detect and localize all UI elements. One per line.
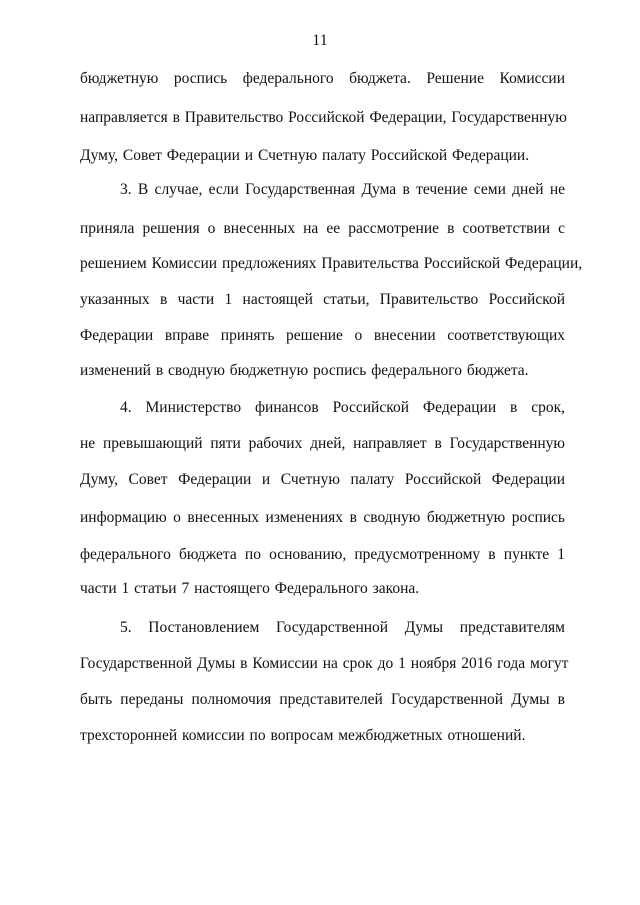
paragraph-3-line-1: 4. Министерство финансов Российской Федерации в срок, <box>120 399 565 416</box>
paragraph-3-line-5: федерального бюджета по основанию, предусмотренному в пункте 1 <box>80 546 565 563</box>
page-number: 11 <box>312 32 328 49</box>
paragraph-4-line-3: быть переданы полномочия представителей Государственной Думы в <box>80 691 565 708</box>
paragraph-3-line-6: части 1 статьи 7 настоящего Федерального закона. <box>80 580 420 597</box>
paragraph-3-line-2: не превышающий пяти рабочих дней, направляет в Государственную <box>80 435 565 452</box>
paragraph-2-line-3: решением Комиссии предложениях Правительства Российской Федерации, <box>80 255 583 272</box>
paragraph-2-line-2: приняла решения о внесенных на ее рассмотрение в соответствии с <box>80 220 565 237</box>
paragraph-2-line-1: 3. В случае, если Государственная Дума в течение семи дней не <box>120 181 565 198</box>
paragraph-4-line-4: трехсторонней комиссии по вопросам межбюджетных отношений. <box>80 727 526 744</box>
paragraph-1-line-1: бюджетную роспись федерального бюджета. Решение Комиссии <box>80 70 565 87</box>
paragraph-1-line-2: направляется в Правительство Российской Федерации, Государственную <box>80 109 567 126</box>
paragraph-4-line-1: 5. Постановлением Государственной Думы представителям <box>120 619 565 636</box>
paragraph-3-line-3: Думу, Совет Федерации и Счетную палату Российской Федерации <box>80 471 565 488</box>
paragraph-1-line-3: Думу, Совет Федерации и Счетную палату Российской Федерации. <box>80 147 530 164</box>
paragraph-3-line-4: информацию о внесенных изменениях в сводную бюджетную роспись <box>80 509 565 526</box>
paragraph-2-line-6: изменений в сводную бюджетную роспись федерального бюджета. <box>80 362 529 379</box>
paragraph-2-line-4: указанных в части 1 настоящей статьи, Правительство Российской <box>80 291 565 308</box>
paragraph-4-line-2: Государственной Думы в Комиссии на срок до 1 ноября 2016 года могут <box>80 655 569 672</box>
paragraph-2-line-5: Федерации вправе принять решение о внесении соответствующих <box>80 327 565 344</box>
